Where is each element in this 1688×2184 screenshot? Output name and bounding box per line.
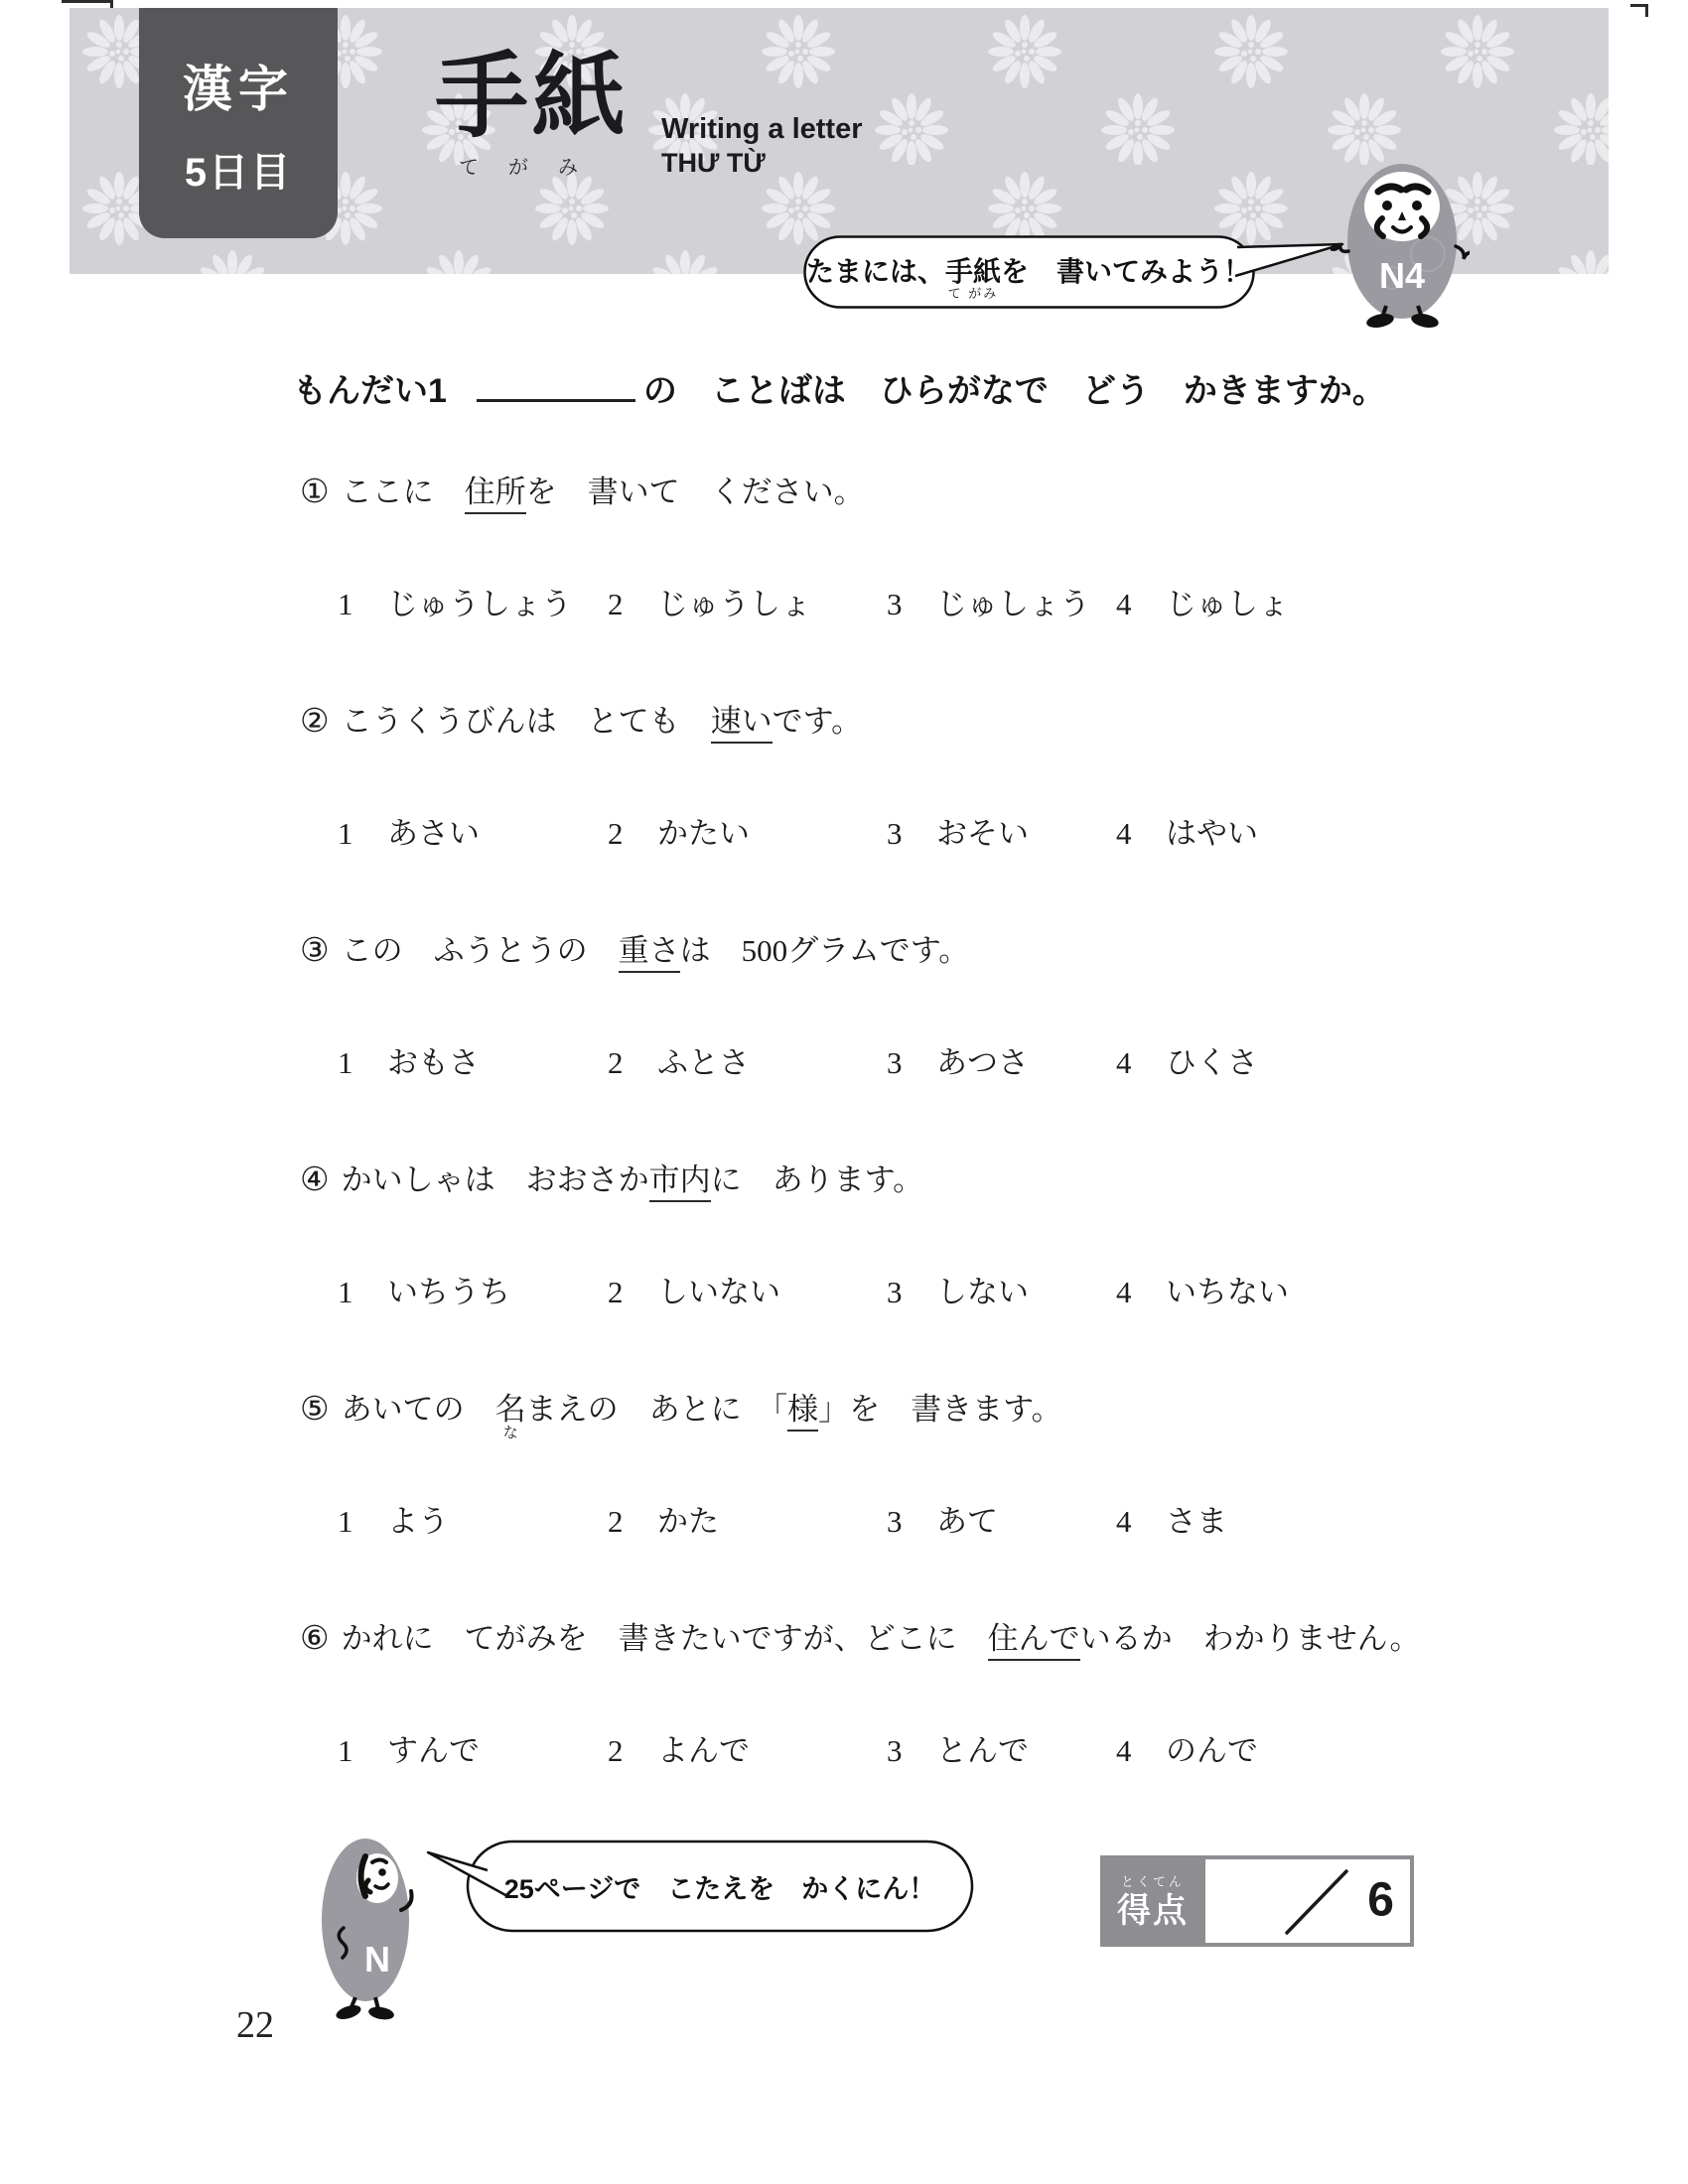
- crop-mark: [62, 0, 113, 3]
- option-number: 4: [1116, 1504, 1132, 1539]
- question-item: [0, 467, 1688, 685]
- option-text: しいない: [657, 1275, 780, 1309]
- subtitle-english: Writing a letter: [661, 113, 863, 145]
- option-text: いちうち: [387, 1275, 510, 1309]
- underlined-word: 速い: [711, 704, 773, 744]
- option-number: 4: [1116, 1045, 1132, 1080]
- option-number: 2: [608, 587, 624, 621]
- sentence-text: かいしゃは おおさか: [341, 1162, 649, 1197]
- answer-option[interactable]: [338, 1267, 510, 1311]
- score-label: とくてん 得点: [1100, 1855, 1205, 1947]
- option-text: あて: [936, 1504, 998, 1539]
- option-text: じゅうしょう: [387, 587, 572, 621]
- question-item: [0, 696, 1688, 914]
- sentence-text: です。: [772, 704, 863, 739]
- option-text: とんで: [936, 1733, 1029, 1768]
- option-text: かた: [657, 1504, 719, 1539]
- answer-options-row: [0, 1267, 1688, 1326]
- question-item: [0, 1155, 1688, 1373]
- question-item: [0, 1613, 1688, 1832]
- header-speech-bubble: [802, 234, 1348, 314]
- option-number: 4: [1116, 587, 1132, 621]
- option-text: よんで: [657, 1733, 750, 1768]
- option-text: さま: [1166, 1504, 1227, 1539]
- day-label-box: [139, 8, 338, 238]
- n-bean-mascot: [316, 1821, 420, 2024]
- question-number: ④: [300, 1162, 330, 1198]
- underlined-word: 住んで: [988, 1621, 1080, 1661]
- sentence-text: あいての: [341, 1392, 495, 1427]
- answer-option[interactable]: [608, 1037, 750, 1082]
- answer-option[interactable]: [1116, 1267, 1289, 1311]
- option-text: あつさ: [936, 1045, 1029, 1080]
- question-sentence: [300, 1613, 1420, 1658]
- answer-option[interactable]: [1116, 1037, 1258, 1082]
- option-number: 2: [608, 1275, 624, 1309]
- question-item: [0, 925, 1688, 1144]
- bubble-text-post: を 書いてみよう！: [1001, 256, 1252, 287]
- underlined-word: 重さ: [619, 933, 680, 973]
- option-text: かたい: [657, 816, 750, 851]
- question-sentence: [300, 1155, 923, 1199]
- page-number: 22: [236, 2004, 274, 2046]
- option-number: 1: [338, 587, 353, 621]
- option-number: 1: [338, 1733, 353, 1768]
- option-number: 4: [1116, 1275, 1132, 1309]
- lesson-title-furigana: てがみ: [459, 157, 608, 179]
- option-text: はやい: [1166, 816, 1258, 851]
- sentence-text: に あります。: [710, 1162, 924, 1197]
- answer-option[interactable]: [608, 1725, 750, 1770]
- option-number: 3: [887, 1045, 903, 1080]
- answer-options-row: [0, 808, 1688, 868]
- option-number: 3: [887, 1504, 903, 1539]
- sentence-text: こうくうびんは とても: [341, 704, 711, 739]
- answer-option[interactable]: [338, 1496, 449, 1541]
- score-label-furigana: とくてん: [1120, 1873, 1185, 1889]
- underlined-word: 市内: [649, 1162, 711, 1202]
- answer-option[interactable]: [1116, 808, 1258, 853]
- instruction-line: [293, 363, 1386, 412]
- option-number: 3: [887, 816, 903, 851]
- option-number: 1: [338, 1504, 353, 1539]
- lesson-title: 手紙: [435, 44, 631, 148]
- instruction-blank: [477, 369, 635, 402]
- speech-bubble-text: [802, 234, 1255, 306]
- furigana: な: [502, 1426, 518, 1441]
- answer-option[interactable]: [338, 579, 572, 623]
- question-sentence: [300, 925, 969, 970]
- question-sentence: [300, 696, 862, 741]
- answer-option[interactable]: [338, 808, 480, 853]
- option-text: おそい: [936, 816, 1029, 851]
- lesson-subtitle: [661, 111, 863, 181]
- option-number: 4: [1116, 816, 1132, 851]
- underlined-word: 住所: [465, 475, 526, 514]
- option-text: じゅしょう: [936, 587, 1090, 621]
- sentence-text: は 500グラムです。: [679, 933, 970, 968]
- answer-option[interactable]: [608, 1267, 780, 1311]
- option-number: 3: [887, 587, 903, 621]
- answer-option[interactable]: [608, 1496, 719, 1541]
- sentence-text: この ふうとうの: [341, 933, 619, 968]
- option-number: 1: [338, 1275, 353, 1309]
- answer-option[interactable]: [338, 1037, 480, 1082]
- answer-option[interactable]: [1116, 579, 1289, 623]
- score-box: [1100, 1855, 1414, 1947]
- answer-option[interactable]: [887, 1037, 1029, 1082]
- option-number: 1: [338, 816, 353, 851]
- answer-options-row: [0, 579, 1688, 638]
- option-text: おもさ: [387, 1045, 480, 1080]
- score-total: 6: [1367, 1873, 1394, 1927]
- score-value-field[interactable]: [1205, 1855, 1414, 1947]
- underlined-word: 様: [787, 1392, 818, 1432]
- question-number: ②: [300, 704, 330, 740]
- option-text: あさい: [387, 816, 480, 851]
- subtitle-vietnamese: THƯ TỪ: [661, 148, 766, 179]
- option-text: ふとさ: [657, 1045, 750, 1080]
- question-number: ⑤: [300, 1392, 330, 1428]
- option-number: 1: [338, 1045, 353, 1080]
- question-sentence: [300, 1384, 1062, 1441]
- bubble-kanji-furigana: て がみ: [947, 286, 999, 301]
- option-number: 2: [608, 1045, 624, 1080]
- sentence-text: 」を 書きます。: [818, 1392, 1062, 1427]
- option-number: 3: [887, 1275, 903, 1309]
- answer-option[interactable]: [887, 1496, 998, 1541]
- answer-option[interactable]: [608, 808, 750, 853]
- answer-options-row: [0, 1725, 1688, 1785]
- question-number: ⑥: [300, 1621, 330, 1657]
- answer-option[interactable]: [887, 1267, 1029, 1311]
- footer-speech-bubble: [422, 1839, 978, 1938]
- option-number: 2: [608, 816, 624, 851]
- option-text: すんで: [387, 1733, 480, 1768]
- answer-option[interactable]: [887, 1725, 1029, 1770]
- category-label: 漢字: [183, 61, 294, 117]
- option-text: しない: [936, 1275, 1029, 1309]
- day-label: 5日目: [184, 150, 293, 195]
- answer-options-row: [0, 1496, 1688, 1556]
- option-number: 4: [1116, 1733, 1132, 1768]
- sentence-text: ここに: [341, 475, 465, 509]
- question-sentence: [300, 467, 865, 511]
- answer-options-row: [0, 1037, 1688, 1097]
- sentence-text: まえの あとに 「: [525, 1392, 788, 1427]
- answer-option[interactable]: [1116, 1496, 1227, 1541]
- bubble-kanji: 手紙 て がみ: [944, 256, 1001, 301]
- crop-mark: [1645, 4, 1648, 17]
- bubble-text-pre: たまには、: [805, 256, 945, 287]
- mascot-letter: N: [364, 1939, 390, 1979]
- option-text: じゅうしょ: [657, 587, 811, 621]
- question-item: [0, 1384, 1688, 1602]
- n4-daruma-mascot: [1331, 157, 1470, 331]
- answer-option[interactable]: [1116, 1725, 1258, 1770]
- footer-bubble-text: 25ページで こたえを かくにん！: [503, 1874, 936, 1904]
- sentence-text: を 書いて ください。: [525, 475, 865, 509]
- question-number: ①: [300, 475, 330, 510]
- sentence-text: かれに てがみを 書きたいですが、どこに: [341, 1621, 988, 1656]
- option-text: ひくさ: [1166, 1045, 1258, 1080]
- question-number: ③: [300, 933, 330, 969]
- answer-option[interactable]: [338, 1725, 480, 1770]
- option-text: のんで: [1166, 1733, 1258, 1768]
- option-text: じゅしょ: [1166, 587, 1289, 621]
- answer-option[interactable]: [887, 579, 1090, 623]
- answer-option[interactable]: [887, 808, 1029, 853]
- instruction-text: の ことばは ひらがなで どう かきますか。: [642, 372, 1386, 410]
- level-badge: N4: [1378, 255, 1426, 296]
- option-text: いちない: [1166, 1275, 1289, 1309]
- option-number: 2: [608, 1733, 624, 1768]
- instruction-label: もんだい1: [293, 372, 447, 410]
- option-number: 3: [887, 1733, 903, 1768]
- option-text: よう: [387, 1504, 449, 1539]
- kanji-with-furigana: 名 な: [494, 1392, 526, 1441]
- sentence-text: いるか わかりません。: [1079, 1621, 1421, 1656]
- option-number: 2: [608, 1504, 624, 1539]
- answer-option[interactable]: [608, 579, 811, 623]
